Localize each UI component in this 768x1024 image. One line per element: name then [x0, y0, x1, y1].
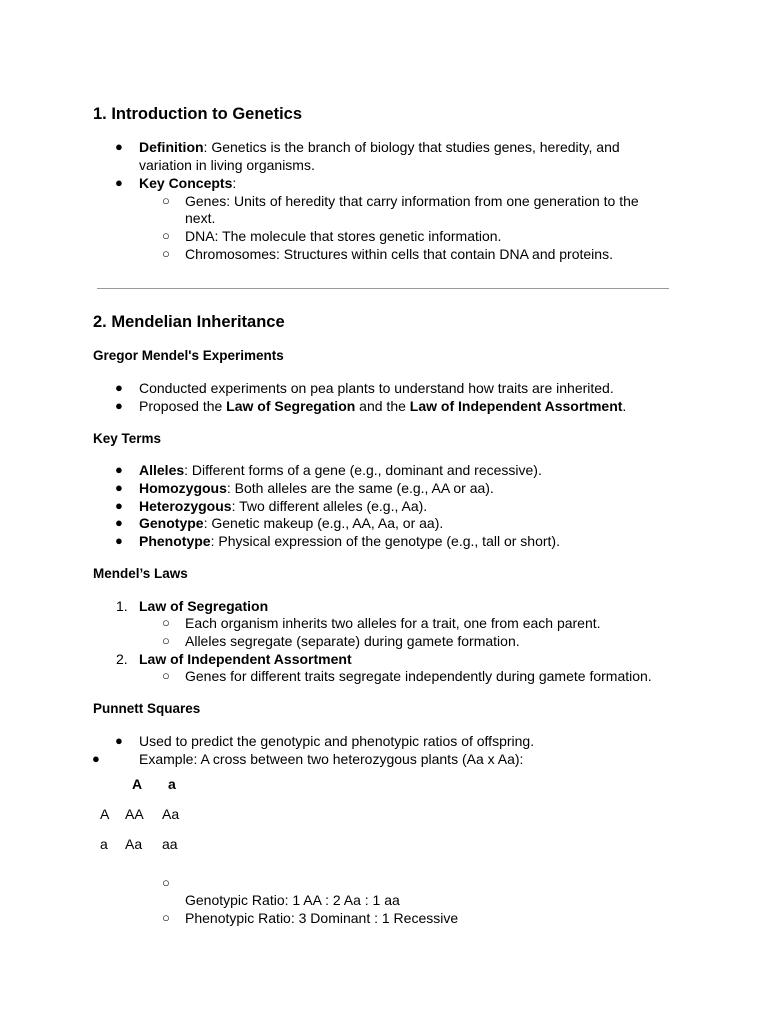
section-title-introduction: 1. Introduction to Genetics [93, 105, 303, 123]
punnett-cell: Aa [125, 836, 143, 852]
subheading-key-terms: Key Terms [93, 431, 162, 446]
law-segregation-point: Alleles segregate (separate) during gamete formation. [185, 633, 520, 649]
concept-genes-continued: next. [185, 210, 216, 226]
law-segregation: Law of Segregation [139, 598, 269, 614]
bullet-icon: ● [115, 398, 123, 413]
bullet-icon: ● [115, 139, 123, 154]
definition-text-continued: variation in living organisms. [139, 157, 315, 173]
bullet-icon: ● [92, 751, 100, 766]
concept-dna: DNA: The molecule that stores genetic information. [185, 228, 502, 244]
punnett-cell: aa [162, 836, 178, 852]
key-concepts-item: Key Concepts: [139, 175, 237, 191]
subheading-mendels-laws: Mendel’s Laws [93, 566, 188, 581]
concept-chromosomes: Chromosomes: Structures within cells that contain DNA and proteins. [185, 246, 613, 262]
list-number: 2. [116, 651, 128, 667]
law-segregation-point: Each organism inherits two alleles for a trait, one from each parent. [185, 615, 601, 631]
experiment-item: Conducted experiments on pea plants to understand how traits are inherited. [139, 380, 614, 396]
circle-bullet-icon: ○ [162, 615, 170, 630]
punnett-item: Used to predict the genotypic and phenotypic ratios of offspring. [139, 733, 535, 749]
punnett-item: Example: A cross between two heterozygous plants (Aa x Aa): [139, 751, 524, 767]
punnett-cell: AA [125, 806, 144, 822]
bullet-icon: ● [115, 175, 123, 190]
term-alleles: Alleles: Different forms of a gene (e.g., dominant and recessive). [139, 462, 542, 478]
bullet-icon: ● [115, 462, 123, 477]
bullet-icon: ● [115, 733, 123, 748]
punnett-row-header: A [100, 806, 110, 822]
circle-bullet-icon: ○ [162, 228, 170, 243]
definition-label: Definition [139, 139, 204, 155]
subheading-punnett-squares: Punnett Squares [93, 701, 201, 716]
horizontal-divider [97, 288, 669, 289]
bullet-icon: ● [115, 380, 123, 395]
circle-bullet-icon: ○ [162, 633, 170, 648]
bullet-icon: ● [115, 480, 123, 495]
circle-bullet-icon: ○ [162, 668, 170, 683]
punnett-cell: Aa [162, 806, 180, 822]
phenotypic-ratio: Phenotypic Ratio: 3 Dominant : 1 Recessive [185, 910, 459, 926]
term-homozygous: Homozygous: Both alleles are the same (e.g., AA or aa). [139, 480, 494, 496]
experiment-item: Proposed the Law of Segregation and the Law of Independent Assortment. [139, 398, 627, 414]
bullet-icon: ● [115, 533, 123, 548]
term-genotype: Genotype: Genetic makeup (e.g., AA, Aa, or aa). [139, 515, 444, 531]
genotypic-ratio: Genotypic Ratio: 1 AA : 2 Aa : 1 aa [185, 892, 400, 908]
term-heterozygous: Heterozygous: Two different alleles (e.g., Aa). [139, 498, 428, 514]
bullet-icon: ● [115, 498, 123, 513]
punnett-col-header: A [132, 776, 143, 792]
law-independent-assortment: Law of Independent Assortment [139, 651, 352, 667]
definition-text: : Genetics is the branch of biology that studies genes, heredity, and [203, 139, 620, 155]
circle-bullet-icon: ○ [162, 875, 170, 890]
circle-bullet-icon: ○ [162, 910, 170, 925]
concept-genes: Genes: Units of heredity that carry information from one generation to the [185, 193, 639, 209]
circle-bullet-icon: ○ [162, 246, 170, 261]
key-concepts-label: Key Concepts [139, 175, 233, 191]
section-title-mendelian: 2. Mendelian Inheritance [93, 313, 285, 331]
subheading-experiments: Gregor Mendel's Experiments [93, 348, 284, 363]
bullet-icon: ● [115, 515, 123, 530]
law-independent-point: Genes for different traits segregate independently during gamete formation. [185, 668, 652, 684]
definition-item [139, 138, 620, 156]
circle-bullet-icon: ○ [162, 193, 170, 208]
term-phenotype: Phenotype: Physical expression of the genotype (e.g., tall or short). [139, 533, 560, 549]
punnett-row-header: a [100, 836, 108, 852]
punnett-col-header: a [168, 776, 176, 792]
list-number: 1. [116, 598, 128, 614]
